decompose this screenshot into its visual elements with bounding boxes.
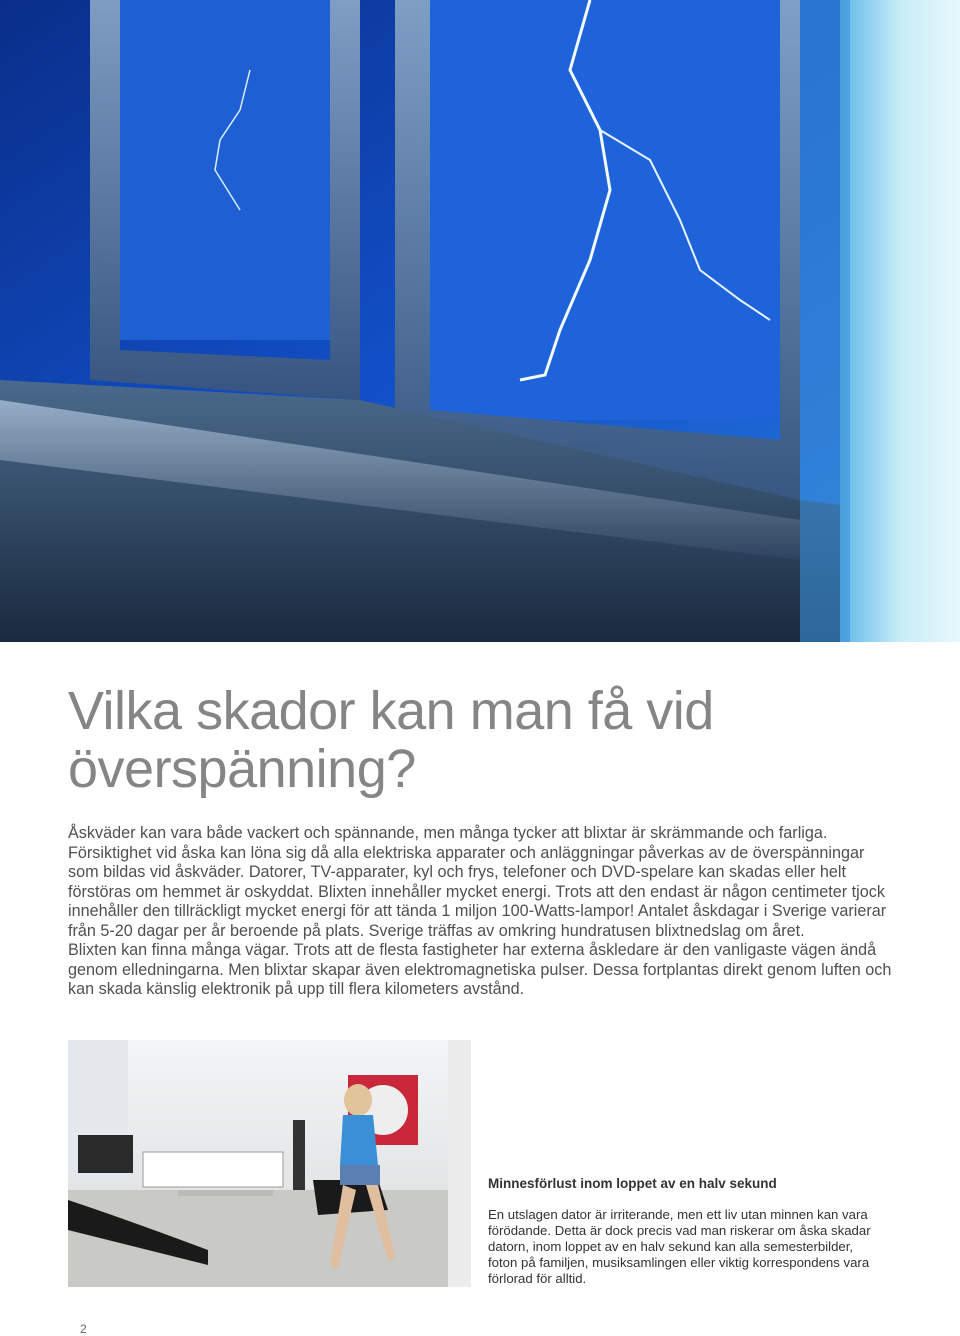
caption-text: En utslagen dator är irriterande, men ett liv utan minnen kan vara förödande. Detta är dock precis vad man riskerar om åska skadar datorn, inom loppet av en halv sekund kan alla semesterbilder, foton på familjen, musiksamlingen eller viktig korrespondens vara förlorad för alltid. [488,1207,871,1286]
body-text [68,824,898,1000]
living-room-photo [68,1040,471,1287]
page-number: 2 [80,1322,87,1336]
hero-lightning-photo [0,0,960,642]
paragraph-1: Åskväder kan vara både vackert och spännande, men många tycker att blixtar är skrämmande och farliga. Försiktighet vid åska kan löna sig då alla elektriska apparater och anläggningar påverkas av de överspänningar som bildas vid åskväder. Datorer, TV-apparater, kyl och frys, telefoner och DVD-spelare kan skadas eller helt förstöras om hemmet är oskyddat. Blixten innehåller mycket energi. Trots att den endast är någon centimeter tjock innehåller den tillräckligt mycket energi för att tända 1 miljon 100-Watts-lampor! Antalet åskdagar i Sverige varierar från 5-20 dagar per år beroende på plats. Sverige träffas av omkring hundratusen blixtnedslag om året. [68,824,887,940]
page-title: Vilka skador kan man få vid överspänning? [68,681,714,799]
paragraph-2: Blixten kan finna många vägar. Trots att de flesta fastigheter har externa åskledare är den vanligaste vägen ändå genom elledningarna. Men blixtar skapar även elektromagnetiska pulser. Dessa fortplantas direkt genom luften och kan skada känslig elektronik på upp till flera kilometers avstånd. [68,941,892,998]
photo-caption [488,1176,888,1287]
caption-title: Minnesförlust inom loppet av en halv sekund [488,1176,777,1191]
